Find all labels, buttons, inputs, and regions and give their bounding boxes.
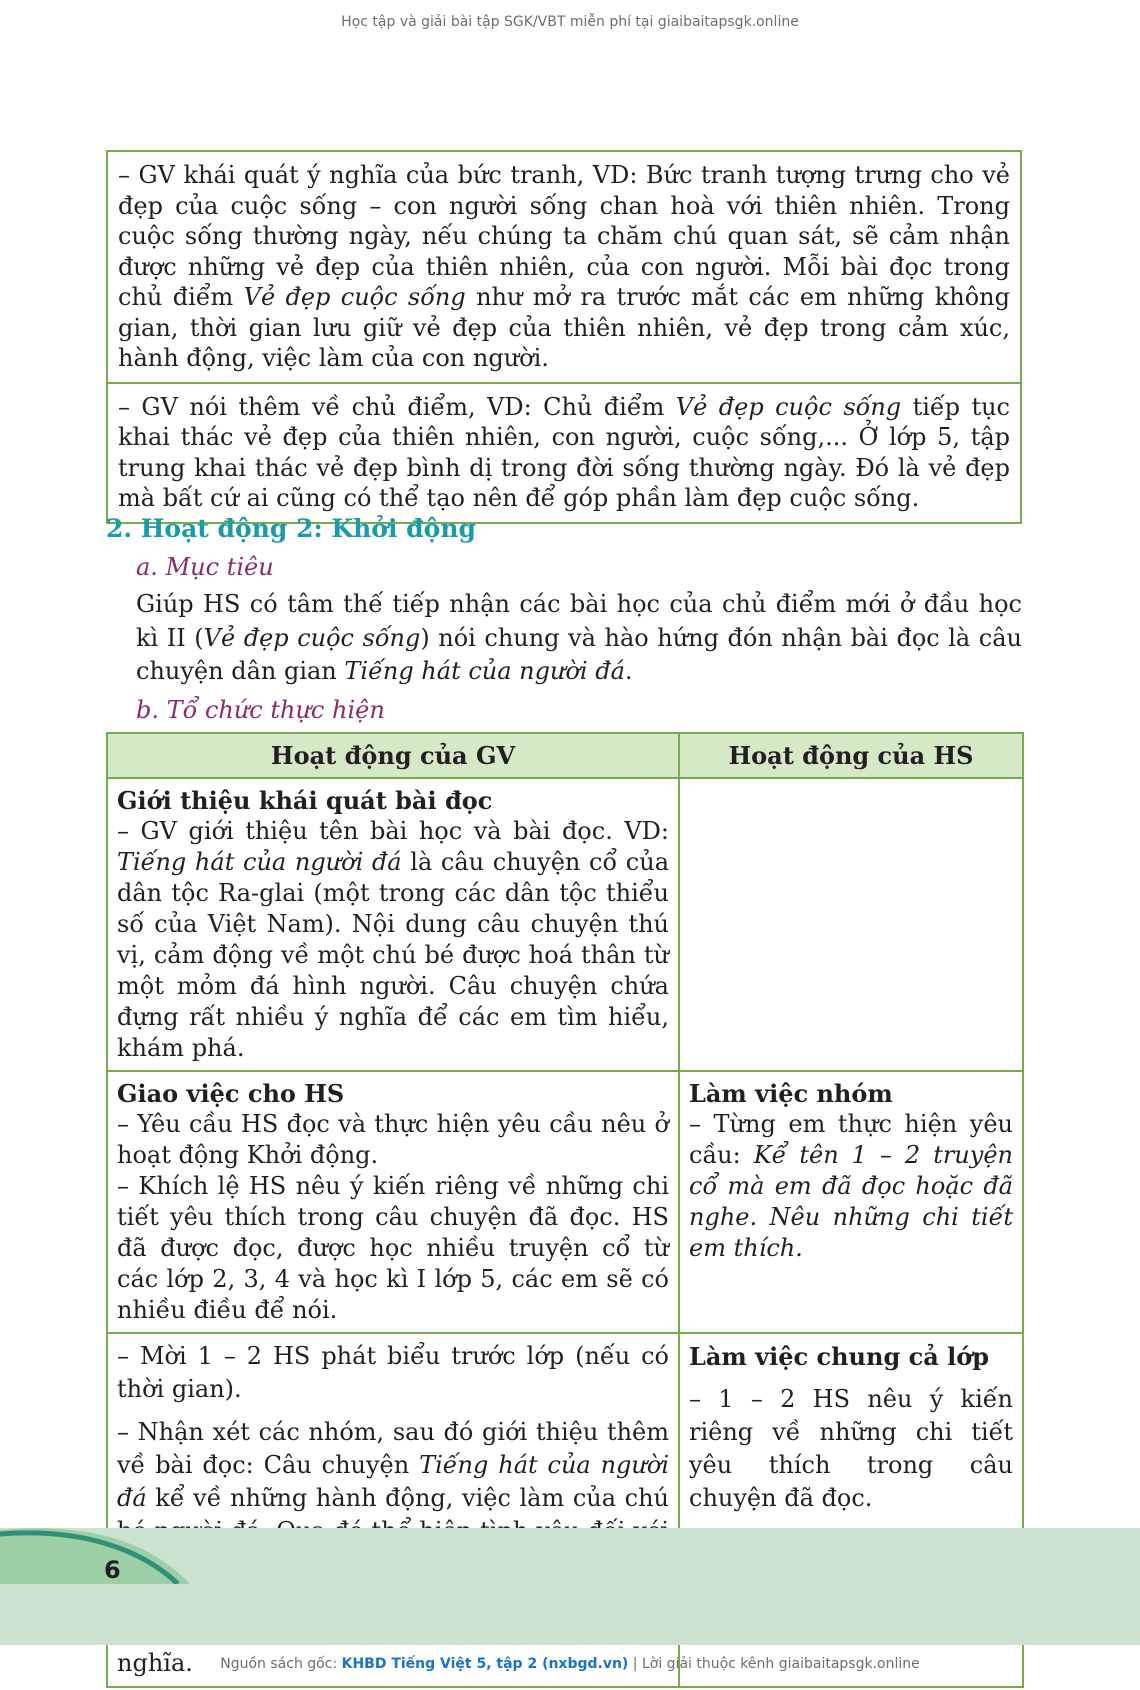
- student-cell: [679, 1071, 1023, 1333]
- cell-title: Giao việc cho HS: [117, 1079, 345, 1108]
- italic-title: Vẻ đẹp cuộc sống: [243, 283, 466, 311]
- intro-box: [106, 150, 1022, 524]
- footer-suffix: | Lời giải thuộc kênh giaibaitapsgk.online: [628, 1656, 920, 1672]
- italic-title: Tiếng hát của người đá: [344, 657, 625, 685]
- subheading-objective: a. Mục tiêu: [136, 553, 274, 581]
- page-header: Học tập và giải bài tập SGK/VBT miễn phí tại giaibaitapsgk.online: [341, 14, 799, 30]
- footer-prefix: Nguồn sách gốc:: [220, 1656, 342, 1672]
- decorative-wave-icon: [0, 1522, 300, 1592]
- table-row: [107, 1071, 1023, 1333]
- text-run: là câu chuyện cổ của dân tộc Ra-glai (một trong các dân tộc thiểu số của Việt Nam). Nội dung câu chuyện thú vị, cảm động về một chú bé được hoá thân từ một mỏm đá hình người. Câu chuyện chứa đựng rất nhiều ý nghĩa để các em tìm hiểu, khám phá.: [117, 848, 669, 1062]
- italic-title: Tiếng hát của người đá: [117, 848, 402, 876]
- italic-title: Kể tên 1 – 2 truyện cổ mà em đã đọc hoặc đã nghe. Nêu những chi tiết em thích.: [689, 1141, 1013, 1262]
- text-run: như mở ra trước mắt các em những không gian, thời gian lưu giữ vẻ đẹp của thiên nhiên, vẻ đẹp trong cảm xúc, hành động, việc làm của con người.: [118, 283, 1010, 372]
- table-header-row: [107, 733, 1023, 778]
- subheading-organization: b. Tổ chức thực hiện: [136, 696, 385, 724]
- text-run: Giúp HS có tâm thế tiếp nhận các bài học của chủ điểm mới ở đầu học kì II (: [136, 590, 1022, 652]
- header-teacher-activity: Hoạt động của GV: [107, 733, 679, 778]
- intro-paragraph-2: [108, 382, 1020, 522]
- text-run: – GV giới thiệu tên bài học và bài đọc. VD:: [117, 817, 669, 845]
- cell-text: – Yêu cầu HS đọc và thực hiện yêu cầu nêu ở hoạt động Khởi động.: [117, 1110, 669, 1169]
- student-cell: [679, 778, 1023, 1071]
- cell-text: [117, 816, 669, 1064]
- footer-source-link[interactable]: KHBD Tiếng Việt 5, tập 2 (nxbgd.vn): [341, 1656, 629, 1672]
- cell-title: Làm việc chung cả lớp: [689, 1342, 989, 1371]
- italic-title: Tiếng hát của người đá: [117, 1451, 670, 1512]
- text-run: .: [624, 657, 633, 685]
- objective-text: [136, 588, 1022, 689]
- cell-text: – 1 – 2 HS nêu ý kiến riêng về những chi tiết yêu thích trong câu chuyện đã đọc.: [689, 1385, 1013, 1512]
- intro-paragraph-1: [108, 152, 1020, 382]
- header-student-activity: Hoạt động của HS: [679, 733, 1023, 778]
- text-run: – Nhận xét các nhóm, sau đó giới thiệu thêm về bài đọc: Câu chuyện: [117, 1418, 669, 1479]
- text-run: ) nói chung và hào hứng đón nhận bài đọc là câu chuyện dân gian: [136, 623, 1022, 685]
- table-row: [107, 778, 1023, 1071]
- text-run: – GV khái quát ý nghĩa của bức tranh, VD: Bức tranh tượng trưng cho vẻ đẹp của cuộc sống – con người sống chan hoà với thiên nhiên. Trong cuộc sống thường ngày, nếu chúng ta chăm chú quan sát, sẽ cảm nhận được những vẻ đẹp của thiên nhiên, của con người. Mỗi bài đọc trong chủ điểm: [118, 161, 1010, 311]
- cell-text: – Mời 1 – 2 HS phát biểu trước lớp (nếu có thời gian).: [117, 1342, 669, 1403]
- italic-title: Vẻ đẹp cuộc sống: [675, 392, 902, 421]
- page-number: 6: [104, 1556, 121, 1584]
- cell-text: [689, 1109, 1013, 1264]
- cell-title: Làm việc nhóm: [689, 1079, 893, 1108]
- text-run: kể về những hành động, việc làm của chú nghĩa.: [117, 1484, 669, 1677]
- page-footer: [0, 1656, 1140, 1672]
- text-run: – Từng em thực hiện yêu cầu:: [689, 1110, 1013, 1169]
- italic-title: Vẻ đẹp cuộc sống: [203, 623, 421, 652]
- teacher-cell: [107, 1071, 679, 1333]
- text-run: – GV nói thêm về chủ điểm, VD: Chủ điểm: [118, 392, 676, 421]
- text-run: tiếp tục khai thác vẻ đẹp của thiên nhiên, con người, cuộc sống,... Ở lớp 5, tập trung khai thác vẻ đẹp bình dị trong đời sống thường ngày. Đó là vẻ đẹp mà bất cứ ai cũng có thể tạo nên để góp phần làm đẹp cuộc sống.: [118, 392, 1011, 512]
- section-heading: 2. Hoạt động 2: Khởi động: [106, 514, 476, 543]
- cell-text: – Khích lệ HS nêu ý kiến riêng về những chi tiết yêu thích trong câu chuyện đã đọc. HS đã được đọc, được học nhiều truyện cổ từ các lớp 2, 3, 4 và học kì I lớp 5, các em sẽ có nhiều điều để nói.: [117, 1172, 669, 1324]
- teacher-cell: [107, 778, 679, 1071]
- cell-title: Giới thiệu khái quát bài đọc: [117, 786, 493, 815]
